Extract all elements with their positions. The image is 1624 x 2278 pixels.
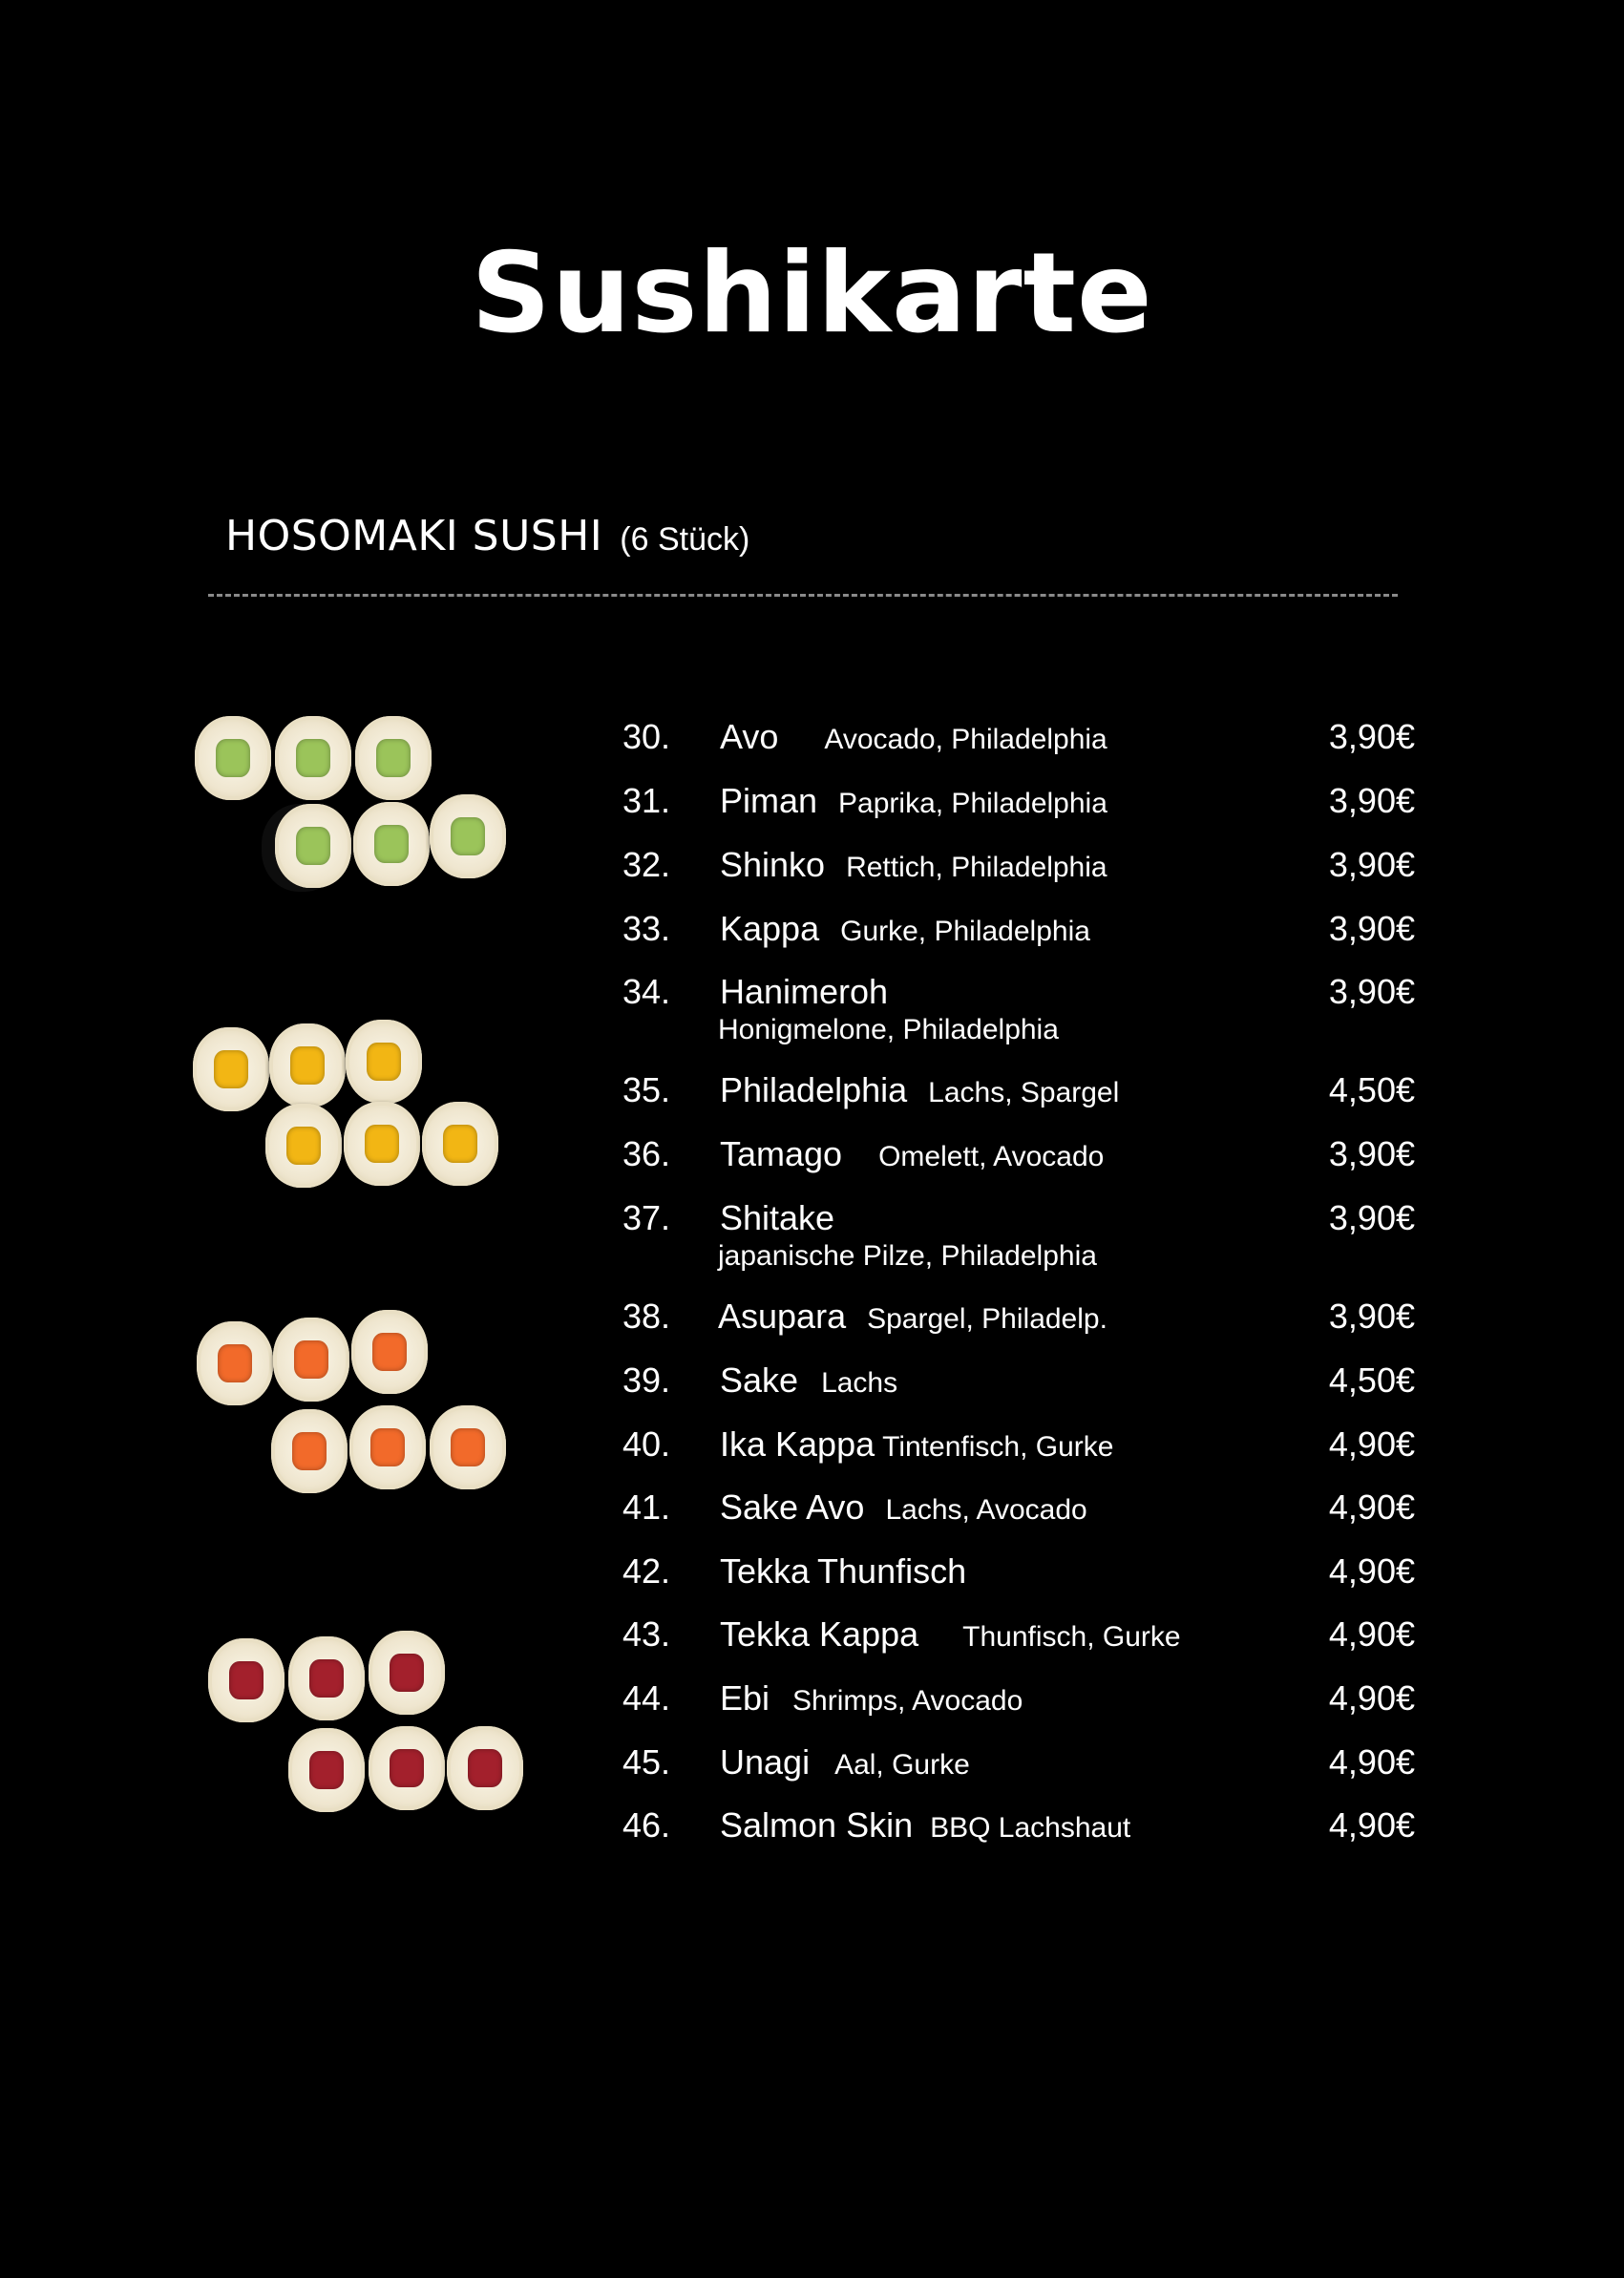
item-main	[720, 844, 1107, 894]
item-description: Tintenfisch, Gurke	[882, 1431, 1114, 1463]
maki-roll	[346, 1020, 422, 1104]
item-description: Paprika, Philadelphia	[838, 788, 1107, 819]
item-description: Avocado, Philadelphia	[824, 724, 1107, 755]
menu-item	[622, 780, 1415, 837]
maki-roll	[195, 716, 271, 800]
maki-roll	[369, 1631, 445, 1715]
menu-item	[622, 844, 1415, 901]
item-number: 38.	[622, 1297, 671, 1336]
item-description: Shrimps, Avocado	[792, 1685, 1023, 1717]
item-number: 44.	[622, 1678, 671, 1718]
item-description: Thunfisch	[817, 1551, 967, 1591]
item-description: Thunfisch, Gurke	[962, 1621, 1181, 1653]
item-price: 4,90€	[1328, 1805, 1415, 1845]
maki-roll	[208, 1638, 285, 1722]
item-number: 42.	[622, 1551, 671, 1591]
maki-roll	[273, 1318, 349, 1402]
item-name: Ebi	[720, 1678, 770, 1718]
maki-roll	[193, 1027, 269, 1111]
item-description: Spargel, Philadelp.	[867, 1303, 1107, 1335]
item-description: Aal, Gurke	[834, 1749, 970, 1781]
item-number: 43.	[622, 1614, 671, 1654]
item-price: 4,90€	[1328, 1487, 1415, 1527]
item-description: BBQ Lachshaut	[930, 1812, 1131, 1844]
item-price: 3,90€	[1328, 1134, 1415, 1173]
item-number: 35.	[622, 1070, 671, 1109]
item-number: 36.	[622, 1134, 671, 1173]
item-main	[720, 1677, 1023, 1727]
item-description: Honigmelone, Philadelphia	[718, 1014, 1059, 1045]
item-name: Shitake	[720, 1198, 835, 1237]
maki-roll	[288, 1728, 365, 1812]
item-price: 3,90€	[1328, 909, 1415, 948]
item-price: 4,90€	[1328, 1424, 1415, 1464]
item-number: 34.	[622, 972, 671, 1011]
item-description: Rettich, Philadelphia	[846, 852, 1107, 883]
item-name: Tekka	[720, 1551, 811, 1591]
maki-roll	[197, 1321, 273, 1405]
maki-roll	[369, 1726, 445, 1810]
item-main	[720, 1424, 1113, 1473]
salmon-maki-photo	[197, 1310, 521, 1501]
item-number: 41.	[622, 1487, 671, 1527]
item-description: Gurke, Philadelphia	[840, 916, 1090, 947]
menu-item	[622, 908, 1415, 965]
item-price: 3,90€	[1328, 972, 1415, 1011]
tuna-maki-photo	[208, 1631, 533, 1822]
item-price: 4,50€	[1328, 1070, 1415, 1109]
maki-roll	[265, 1104, 342, 1188]
item-description: Lachs, Avocado	[885, 1494, 1087, 1526]
item-price: 4,90€	[1328, 1551, 1415, 1591]
item-name: Sake	[720, 1360, 799, 1400]
menu-item	[622, 1360, 1415, 1417]
item-price: 3,90€	[1328, 717, 1415, 756]
maki-roll	[430, 1405, 506, 1489]
section-header	[225, 512, 749, 560]
item-price: 4,90€	[1328, 1678, 1415, 1718]
item-main	[720, 1741, 970, 1791]
section-divider	[208, 594, 1398, 597]
menu-item	[622, 1487, 1415, 1544]
item-number: 37.	[622, 1198, 671, 1237]
item-price: 3,90€	[1328, 845, 1415, 884]
maki-roll	[349, 1405, 426, 1489]
menu-item	[622, 971, 1415, 1057]
page-title: Sushikarte	[471, 229, 1153, 358]
item-main	[720, 1550, 966, 1600]
menu-item	[622, 1804, 1415, 1862]
menu-item	[622, 1677, 1415, 1735]
menu-item	[622, 1197, 1415, 1283]
maki-roll	[430, 794, 506, 878]
item-name: Tamago	[720, 1134, 843, 1173]
item-price: 4,90€	[1328, 1742, 1415, 1782]
maki-roll	[275, 804, 351, 888]
item-description: Lachs	[821, 1367, 898, 1399]
maki-roll	[422, 1102, 498, 1186]
item-price: 3,90€	[1328, 1297, 1415, 1336]
item-main	[720, 1614, 1181, 1663]
item-name: Avo	[720, 717, 779, 756]
egg-maki-photo	[193, 1020, 517, 1211]
item-name: Ika Kappa	[720, 1424, 875, 1464]
item-main	[720, 1133, 1104, 1183]
item-number: 46.	[622, 1805, 671, 1845]
item-main	[720, 1360, 897, 1409]
item-main	[720, 1487, 1087, 1536]
item-description: Omelett, Avocado	[878, 1141, 1105, 1172]
cucumber-maki-photo	[195, 716, 519, 907]
maki-roll	[271, 1409, 348, 1493]
menu-item	[622, 716, 1415, 773]
item-name: Philadelphia	[720, 1070, 908, 1109]
item-number: 33.	[622, 909, 671, 948]
item-main	[720, 908, 1090, 958]
item-number: 32.	[622, 845, 671, 884]
maki-roll	[344, 1102, 420, 1186]
item-price: 3,90€	[1328, 781, 1415, 820]
maki-roll	[288, 1636, 365, 1720]
menu-item	[622, 1296, 1415, 1353]
item-main	[720, 1069, 1119, 1119]
menu-item	[622, 1550, 1415, 1608]
item-name: Tekka Kappa	[720, 1614, 919, 1654]
item-name: Hanimeroh	[720, 972, 889, 1011]
maki-roll	[275, 716, 351, 800]
item-number: 39.	[622, 1360, 671, 1400]
item-price: 3,90€	[1328, 1198, 1415, 1237]
item-name: Kappa	[720, 909, 820, 948]
item-name: Sake Avo	[720, 1487, 865, 1527]
item-main	[720, 716, 1107, 766]
item-name: Salmon Skin	[720, 1805, 914, 1845]
item-description: Lachs, Spargel	[928, 1077, 1120, 1108]
maki-roll	[351, 1310, 428, 1394]
item-name: Unagi	[720, 1742, 811, 1782]
section-subtitle: (6 Stück)	[620, 521, 750, 558]
item-number: 40.	[622, 1424, 671, 1464]
item-main	[720, 1804, 1130, 1854]
menu-item	[622, 1424, 1415, 1481]
menu-item	[622, 1741, 1415, 1799]
maki-roll	[355, 716, 432, 800]
maki-roll	[447, 1726, 523, 1810]
item-price: 4,90€	[1328, 1614, 1415, 1654]
item-description: japanische Pilze, Philadelphia	[718, 1240, 1097, 1272]
item-main	[720, 780, 1107, 830]
item-name: Shinko	[720, 845, 826, 884]
item-name: Asupara	[718, 1297, 847, 1336]
menu-item	[622, 1069, 1415, 1127]
item-name: Piman	[720, 781, 818, 820]
section-title: HOSOMAKI SUSHI	[225, 512, 603, 560]
item-price: 4,50€	[1328, 1360, 1415, 1400]
maki-roll	[269, 1023, 346, 1107]
maki-roll	[353, 802, 430, 886]
item-number: 30.	[622, 717, 671, 756]
menu-item	[622, 1614, 1415, 1671]
item-number: 31.	[622, 781, 671, 820]
item-main	[718, 1296, 1107, 1345]
item-number: 45.	[622, 1742, 671, 1782]
menu-item	[622, 1133, 1415, 1191]
